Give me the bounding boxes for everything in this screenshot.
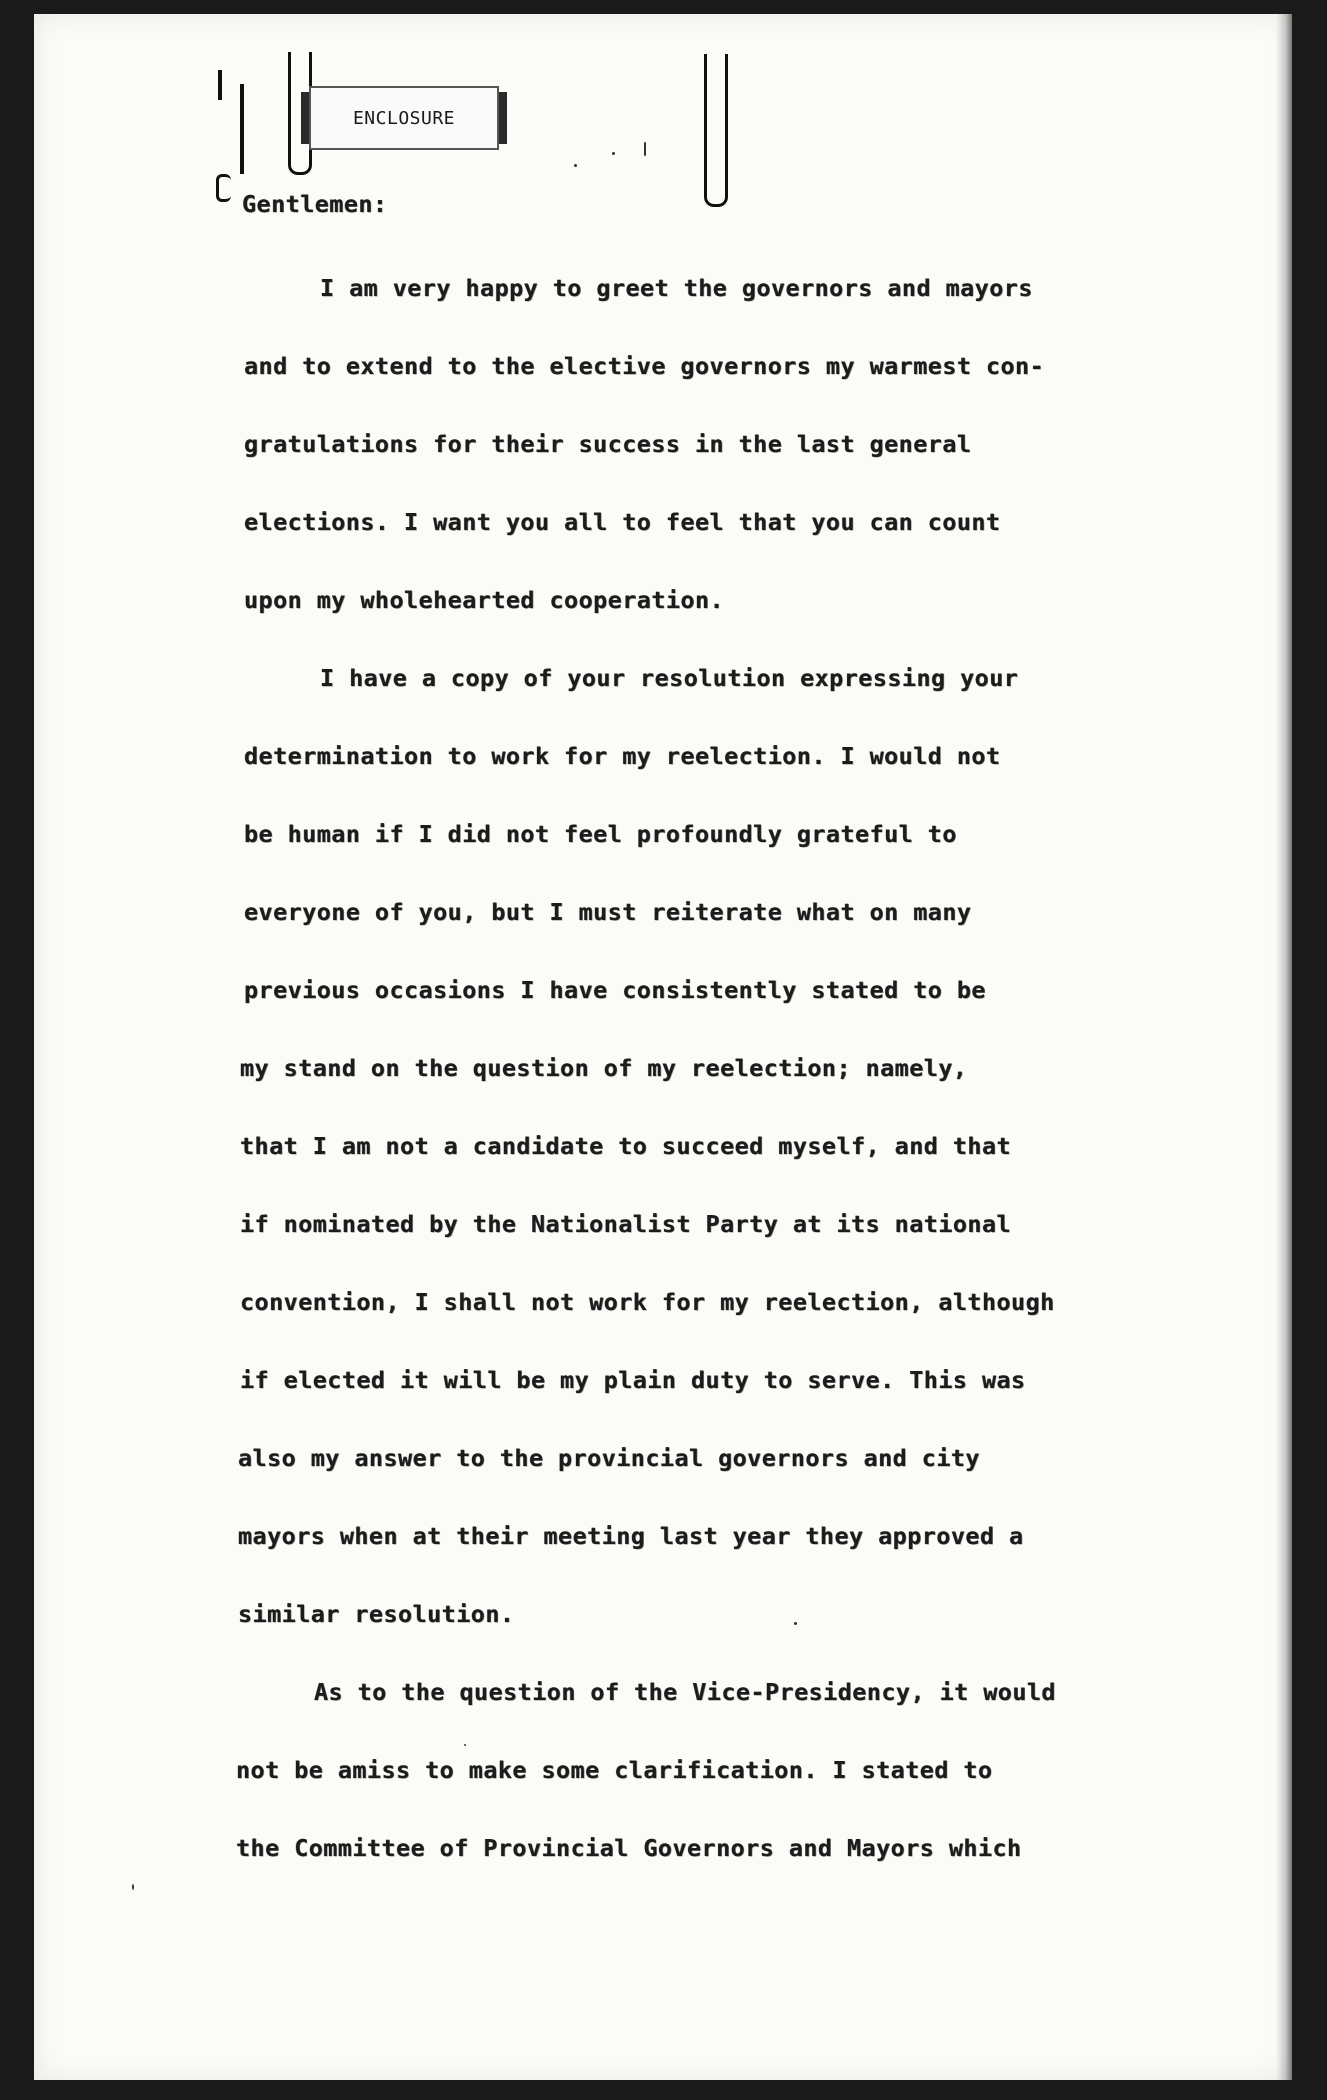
text-line: convention, I shall not work for my reelection, although xyxy=(240,1288,1055,1316)
text-line: elections. I want you all to feel that you can count xyxy=(244,508,1001,536)
text-line: if nominated by the Nationalist Party at its national xyxy=(240,1210,1012,1238)
text-line: if elected it will be my plain duty to serve. This was xyxy=(240,1366,1026,1394)
text-line: be human if I did not feel profoundly grateful to xyxy=(244,820,957,848)
text-line: everyone of you, but I must reiterate what on many xyxy=(244,898,972,926)
document-page xyxy=(34,14,1292,2080)
text-line: my stand on the question of my reelection; namely, xyxy=(240,1054,968,1082)
text-line: As to the question of the Vice-Presidency, it would xyxy=(314,1678,1056,1706)
text-line: I have a copy of your resolution expressing your xyxy=(320,664,1019,692)
text-line: similar resolution. xyxy=(238,1600,515,1628)
ink-speck xyxy=(612,152,615,155)
ink-speck xyxy=(794,1622,797,1625)
staple-mark xyxy=(218,70,222,100)
staple-mark xyxy=(216,174,231,202)
ink-speck xyxy=(132,1884,134,1890)
text-line: mayors when at their meeting last year they approved a xyxy=(238,1522,1024,1550)
enclosure-label: ENCLOSURE xyxy=(309,86,499,150)
text-line: also my answer to the provincial governors and city xyxy=(238,1444,980,1472)
text-line: that I am not a candidate to succeed myself, and that xyxy=(240,1132,1012,1160)
text-line: previous occasions I have consistently stated to be xyxy=(244,976,986,1004)
staple-mark xyxy=(240,84,244,174)
text-line: determination to work for my reelection. I would not xyxy=(244,742,1001,770)
text-line: upon my wholehearted cooperation. xyxy=(244,586,725,614)
text-line: I am very happy to greet the governors and mayors xyxy=(320,274,1033,302)
text-line: and to extend to the elective governors my warmest con- xyxy=(244,352,1045,380)
text-line: gratulations for their success in the last general xyxy=(244,430,972,458)
paper-clip-icon xyxy=(704,54,728,207)
text-line: not be amiss to make some clarification. I stated to xyxy=(236,1756,993,1784)
text-line: the Committee of Provincial Governors and Mayors which xyxy=(236,1834,1022,1862)
ink-speck xyxy=(644,142,646,156)
page-edge-shadow xyxy=(1276,14,1292,2080)
ink-speck xyxy=(464,1744,466,1746)
salutation: Gentlemen: xyxy=(242,190,388,218)
ink-speck xyxy=(574,164,577,167)
